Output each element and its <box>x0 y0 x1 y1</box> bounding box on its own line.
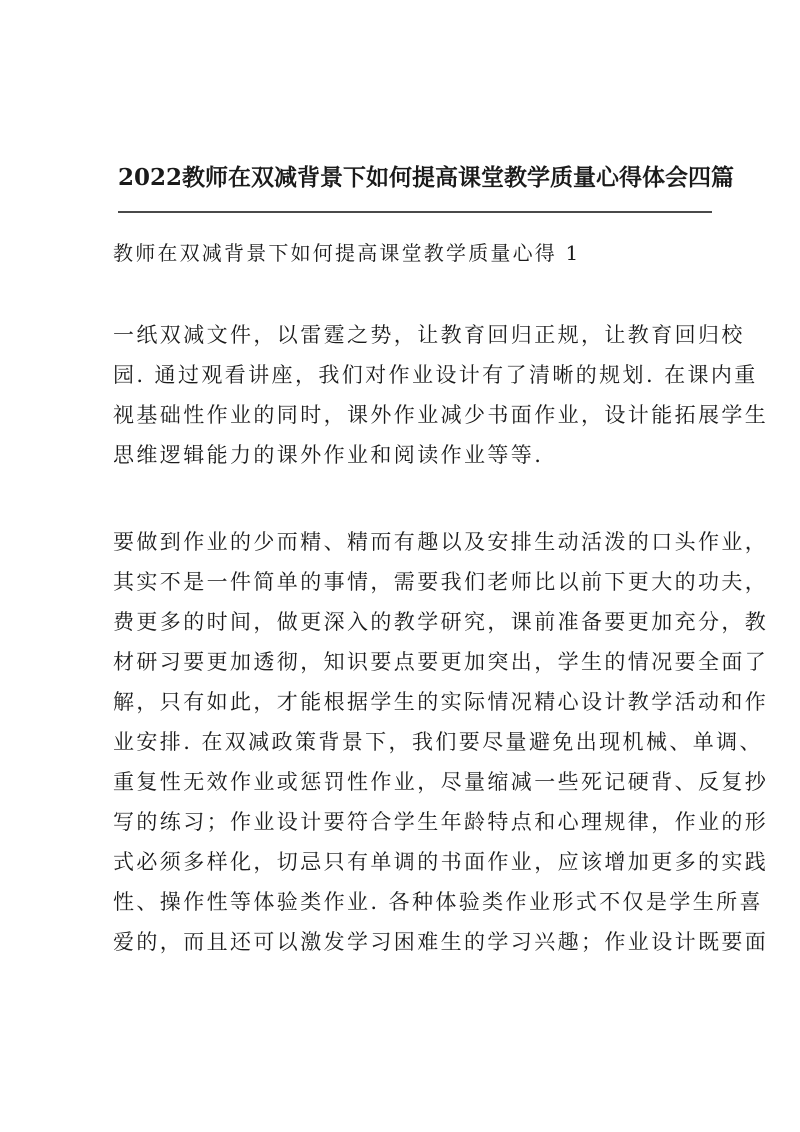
paragraph-line: 写的练习；作业设计要符合学生年龄特点和心理规律，作业的形 <box>113 810 769 834</box>
paragraph-line: 材研习要更加透彻，知识要点要更加突出，学生的情况要全面了 <box>113 650 769 674</box>
paragraph-1 <box>113 315 769 475</box>
paragraph-line: 其实不是一件简单的事情，需要我们老师比以前下更大的功夫， <box>113 570 769 594</box>
paragraph-line: 要做到作业的少而精、精而有趣以及安排生动活泼的口头作业， <box>113 530 769 554</box>
paragraph-line: 业安排. 在双减政策背景下，我们要尽量避免出现机械、单调、 <box>113 730 763 754</box>
paragraph-line: 一纸双减文件，以雷霆之势，让教育回归正规，让教育回归校 <box>113 323 745 347</box>
paragraph-line: 思维逻辑能力的课外作业和阅读作业等等. <box>113 443 544 467</box>
section-heading: 教师在双减背景下如何提高课堂教学质量心得 1 <box>113 241 581 265</box>
paragraph-line: 式必须多样化，切忌只有单调的书面作业，应该增加更多的实践 <box>113 850 769 874</box>
paragraph-line: 费更多的时间，做更深入的教学研究，课前准备要更加充分，教 <box>113 610 769 634</box>
title-divider <box>118 211 712 213</box>
document-title: 2022教师在双减背景下如何提高课堂教学质量心得体会四篇 <box>118 164 735 191</box>
paragraph-line: 性、操作性等体验类作业. 各种体验类作业形式不仅是学生所喜 <box>113 890 763 914</box>
paragraph-line: 重复性无效作业或惩罚性作业，尽量缩减一些死记硬背、反复抄 <box>113 770 769 794</box>
paragraph-line: 爱的，而且还可以激发学习困难生的学习兴趣；作业设计既要面 <box>113 930 769 954</box>
paragraph-line: 视基础性作业的同时，课外作业减少书面作业，设计能拓展学生 <box>113 403 769 427</box>
paragraph-2 <box>113 522 769 962</box>
paragraph-line: 园. 通过观看讲座，我们对作业设计有了清晰的规划. 在课内重 <box>113 363 758 387</box>
paragraph-line: 解，只有如此，才能根据学生的实际情况精心设计教学活动和作 <box>113 690 769 714</box>
